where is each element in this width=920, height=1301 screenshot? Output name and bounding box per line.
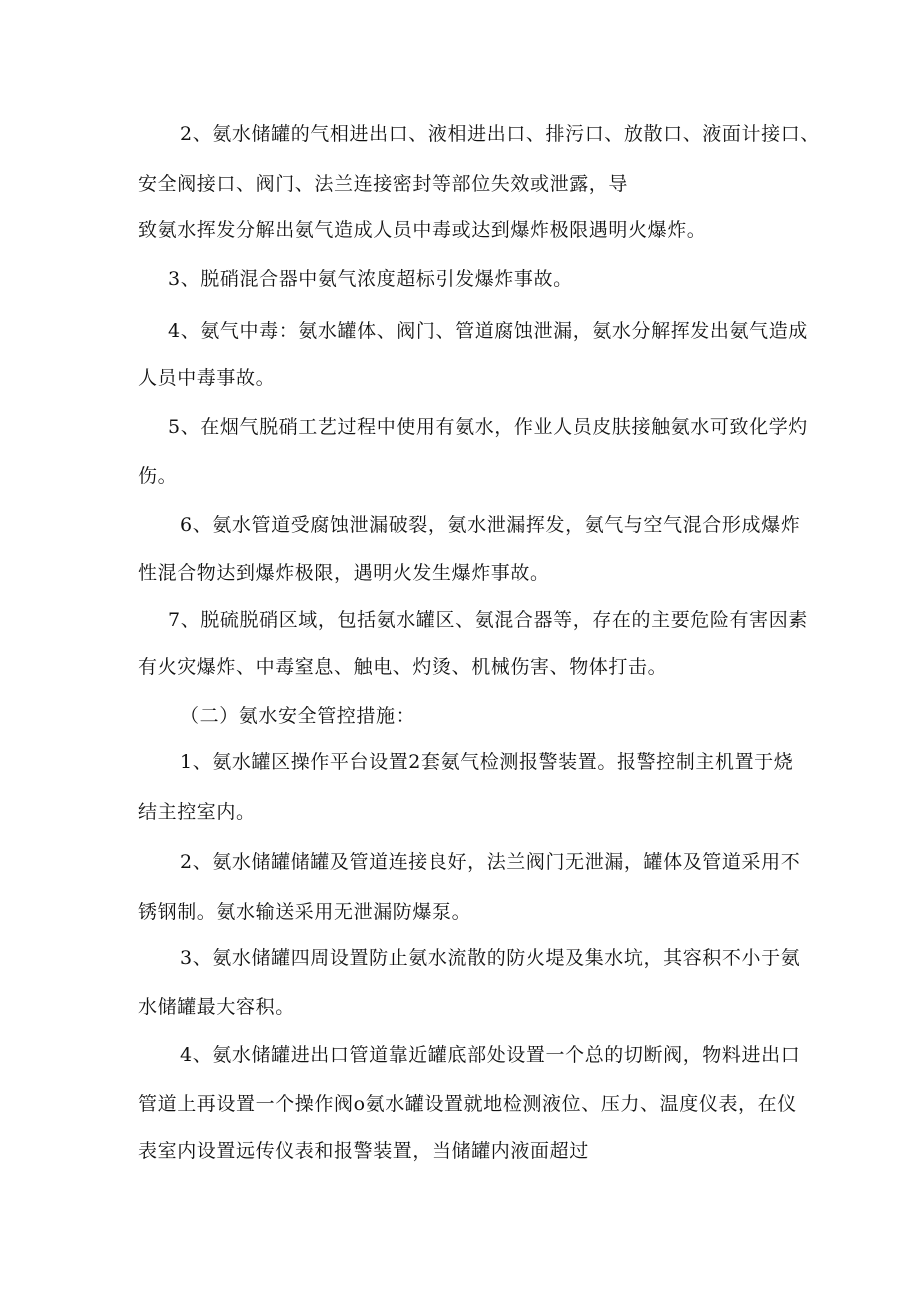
paragraph-line: 4、氨气中毒：氨水罐体、阀门、管道腐蚀泄漏，氨水分解挥发出氨气造成 [168,320,808,342]
paragraph-line: 表室内设置远传仪表和报警装置，当储罐内液面超过 [138,1140,589,1162]
paragraph-line: 水储罐最大容积。 [138,996,295,1018]
paragraph-line: 管道上再设置一个操作阀o氨水罐设置就地检测液位、压力、温度仪表，在仪 [138,1093,797,1115]
paragraph-line: 7、脱硫脱硝区域，包括氨水罐区、氨混合器等，存在的主要危险有害因素 [168,609,808,631]
paragraph-line: 1、氨水罐区操作平台设置2套氨气检测报警装置。报警控制主机置于烧 [180,751,794,773]
paragraph-line: 5、在烟气脱硝工艺过程中使用有氨水，作业人员皮肤接触氨水可致化学灼 [168,416,808,438]
paragraph-line: 6、氨水管道受腐蚀泄漏破裂，氨水泄漏挥发，氨气与空气混合形成爆炸 [180,514,801,536]
paragraph-line: 4、氨水储罐进出口管道靠近罐底部处设置一个总的切断阀，物料进出口 [180,1044,801,1066]
paragraph-line: 有火灾爆炸、中毒窒息、触电、灼烫、机械伤害、物体打击。 [138,656,668,678]
paragraph-line: 性混合物达到爆炸极限，遇明火发生爆炸事故。 [138,562,550,584]
section-heading: （二）氨水安全管控措施： [180,705,416,727]
paragraph-line: 伤。 [138,465,178,487]
paragraph-line: 结主控室内。 [138,801,256,823]
paragraph-line: 安全阀接口、阀门、法兰连接密封等部位失效或泄露，导 [138,173,629,195]
paragraph-line: 2、氨水储罐的气相进出口、液相进出口、排污口、放散口、液面计接口、 [180,123,820,145]
paragraph-line: 3、氨水储罐四周设置防止氨水流散的防火堤及集水坑，其容积不小于氨 [180,947,801,969]
paragraph-line: 致氨水挥发分解出氨气造成人员中毒或达到爆炸极限遇明火爆炸。 [138,219,707,241]
paragraph-line: 3、脱硝混合器中氨气浓度超标引发爆炸事故。 [168,268,573,290]
paragraph-line: 锈钢制。氨水输送采用无泄漏防爆泵。 [138,901,472,923]
paragraph-line: 2、氨水储罐储罐及管道连接良好，法兰阀门无泄漏，罐体及管道采用不 [180,851,801,873]
paragraph-line: 人员中毒事故。 [138,367,276,389]
